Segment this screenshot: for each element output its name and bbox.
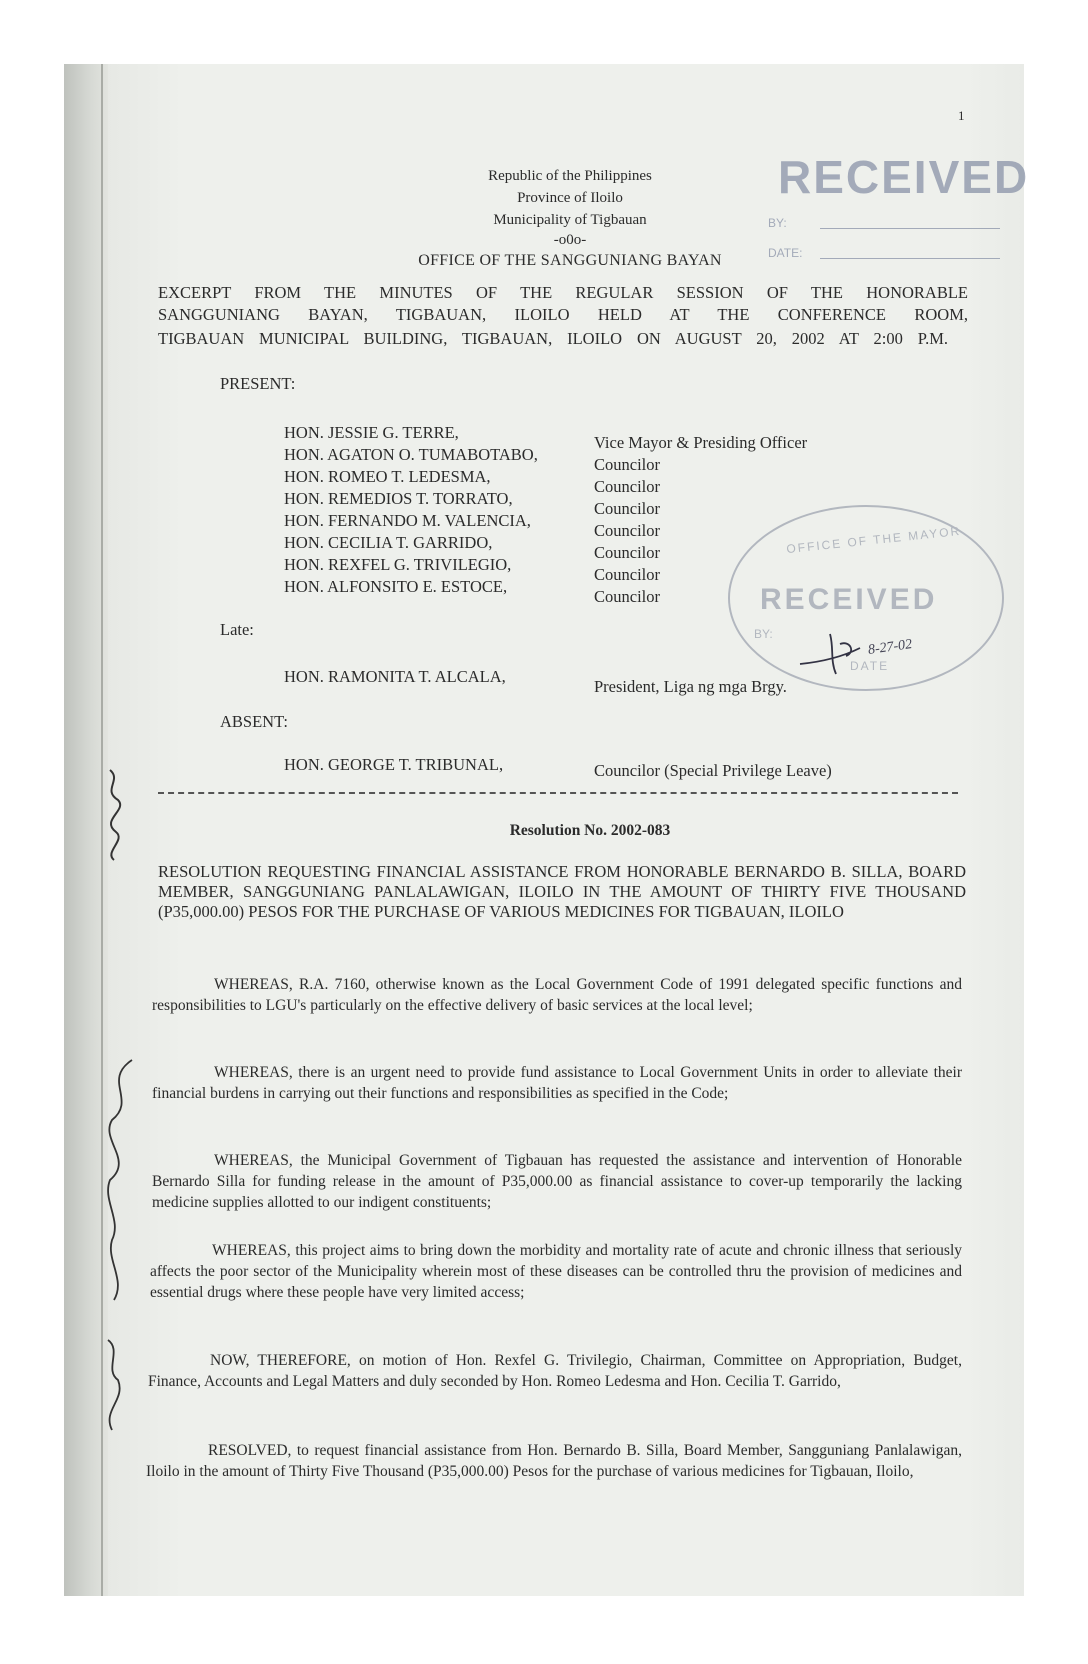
mayor-stamp-handwritten-date: 8-27-02: [867, 636, 914, 659]
resolution-number: Resolution No. 2002-083: [509, 822, 671, 839]
member-role: Councilor: [594, 521, 660, 540]
member-name: HON. REXFEL G. TRIVILEGIO,: [284, 555, 512, 574]
member-name: HON. CECILIA T. GARRIDO,: [284, 533, 493, 552]
page-number: 1: [958, 108, 965, 123]
received-stamp-title: RECEIVED: [778, 151, 1030, 203]
office-title: OFFICE OF THE SANGGUNIANG BAYAN: [418, 252, 722, 269]
member-name: HON. AGATON O. TUMABOTABO,: [284, 445, 538, 464]
mayor-stamp-mark: RECEIVED: [760, 583, 938, 616]
mayor-stamp-by-label: BY:: [754, 627, 773, 641]
member-role: Councilor (Special Privilege Leave): [594, 761, 832, 780]
member-role: Vice Mayor & Presiding Officer: [594, 433, 808, 452]
member-role: Councilor: [594, 477, 660, 496]
mayor-stamp-initials: [790, 624, 900, 684]
member-role: Councilor: [594, 455, 660, 474]
member-name: HON. REMEDIOS T. TORRATO,: [284, 489, 513, 508]
header-republic: Republic of the Philippines: [488, 168, 652, 184]
absent-label: ABSENT:: [220, 712, 288, 731]
whereas-paragraph: WHEREAS, this project aims to bring down the morbidity and mortality rate of acute and chronic illness that seriously affects the poor sector of the Municipality wherein most of these diseases can be controlled thru the provision of medicines and essential drugs where these people have very limited access;: [150, 1242, 962, 1301]
resolution-title: RESOLUTION REQUESTING FINANCIAL ASSISTANCE FROM HONORABLE BERNARDO B. SILLA, BOARD MEMBER, SANGGUNIANG PANLALAWIGAN, ILOILO IN THE AMOUNT OF THIRTY FIVE THOUSAND (P35,000.00) PESOS FOR THE PURCHASE OF VARIOUS MEDICINES FOR TIGBAUAN, ILOILO: [158, 862, 966, 921]
present-label: PRESENT:: [220, 374, 296, 393]
resolved-paragraph: RESOLVED, to request financial assistance from Hon. Bernardo B. Silla, Board Member, Sangguniang Panlalawigan, Iloilo in the amount of Thirty Five Thousand (P35,000.00) Pesos for the purchase of various medicines for Tigbauan, Iloilo,: [146, 1442, 962, 1480]
whereas-paragraph: WHEREAS, the Municipal Government of Tigbauan has requested the assistance and intervention of Honorable Bernardo Silla for funding release in the amount of P35,000.00 as financial assistance to cover-up temporarily the lacking medicine supplies allotted to our indigent constituents;: [152, 1152, 962, 1211]
received-stamp-date-label: DATE:: [768, 246, 803, 260]
received-stamp-by-label: BY:: [768, 216, 787, 230]
member-role: Councilor: [594, 543, 660, 562]
member-role: President, Liga ng mga Brgy.: [594, 677, 787, 696]
excerpt-line-1: EXCERPT FROM THE MINUTES OF THE REGULAR SESSION OF THE HONORABLE: [158, 283, 968, 302]
separator-dashed: [158, 792, 958, 794]
member-name: HON. ROMEO T. LEDESMA,: [284, 467, 491, 486]
member-name: HON. FERNANDO M. VALENCIA,: [284, 511, 531, 530]
header-province: Province of Iloilo: [517, 190, 623, 206]
mayor-stamp-office: OFFICE OF THE MAYOR: [785, 523, 962, 557]
member-name: HON. GEORGE T. TRIBUNAL,: [284, 755, 504, 774]
header-separator: -o0o-: [553, 232, 587, 248]
member-role: Councilor: [594, 587, 660, 606]
mayor-stamp-date-label: DATE: [850, 659, 890, 673]
margin-signatures: [92, 760, 142, 1440]
member-name: HON. RAMONITA T. ALCALA,: [284, 667, 506, 686]
now-therefore-paragraph: NOW, THEREFORE, on motion of Hon. Rexfel G. Trivilegio, Chairman, Committee on Appropriation, Budget, Finance, Accounts and Legal Matters and duly seconded by Hon. Romeo Ledesma and Hon. Cecilia T. Garrido,: [148, 1352, 962, 1390]
excerpt-line-3: TIGBAUAN MUNICIPAL BUILDING, TIGBAUAN, ILOILO ON AUGUST 20, 2002 AT 2:00 P.M.: [158, 329, 948, 348]
whereas-paragraph: WHEREAS, R.A. 7160, otherwise known as the Local Government Code of 1991 delegated specific functions and responsibilities to LGU's particularly on the effective delivery of basic services at the local level;: [152, 976, 962, 1014]
late-label: Late:: [220, 620, 254, 639]
member-name: HON. JESSIE G. TERRE,: [284, 423, 459, 442]
member-role: Councilor: [594, 499, 660, 518]
header-municipality: Municipality of Tigbauan: [493, 212, 647, 228]
member-name: HON. ALFONSITO E. ESTOCE,: [284, 577, 508, 596]
whereas-paragraph: WHEREAS, there is an urgent need to provide fund assistance to Local Government Units in order to alleviate their financial burdens in carrying out their functions and responsibilities as specified in the Code;: [152, 1064, 962, 1102]
member-role: Councilor: [594, 565, 660, 584]
excerpt-line-2: SANGGUNIANG BAYAN, TIGBAUAN, ILOILO HELD AT THE CONFERENCE ROOM,: [158, 305, 968, 324]
